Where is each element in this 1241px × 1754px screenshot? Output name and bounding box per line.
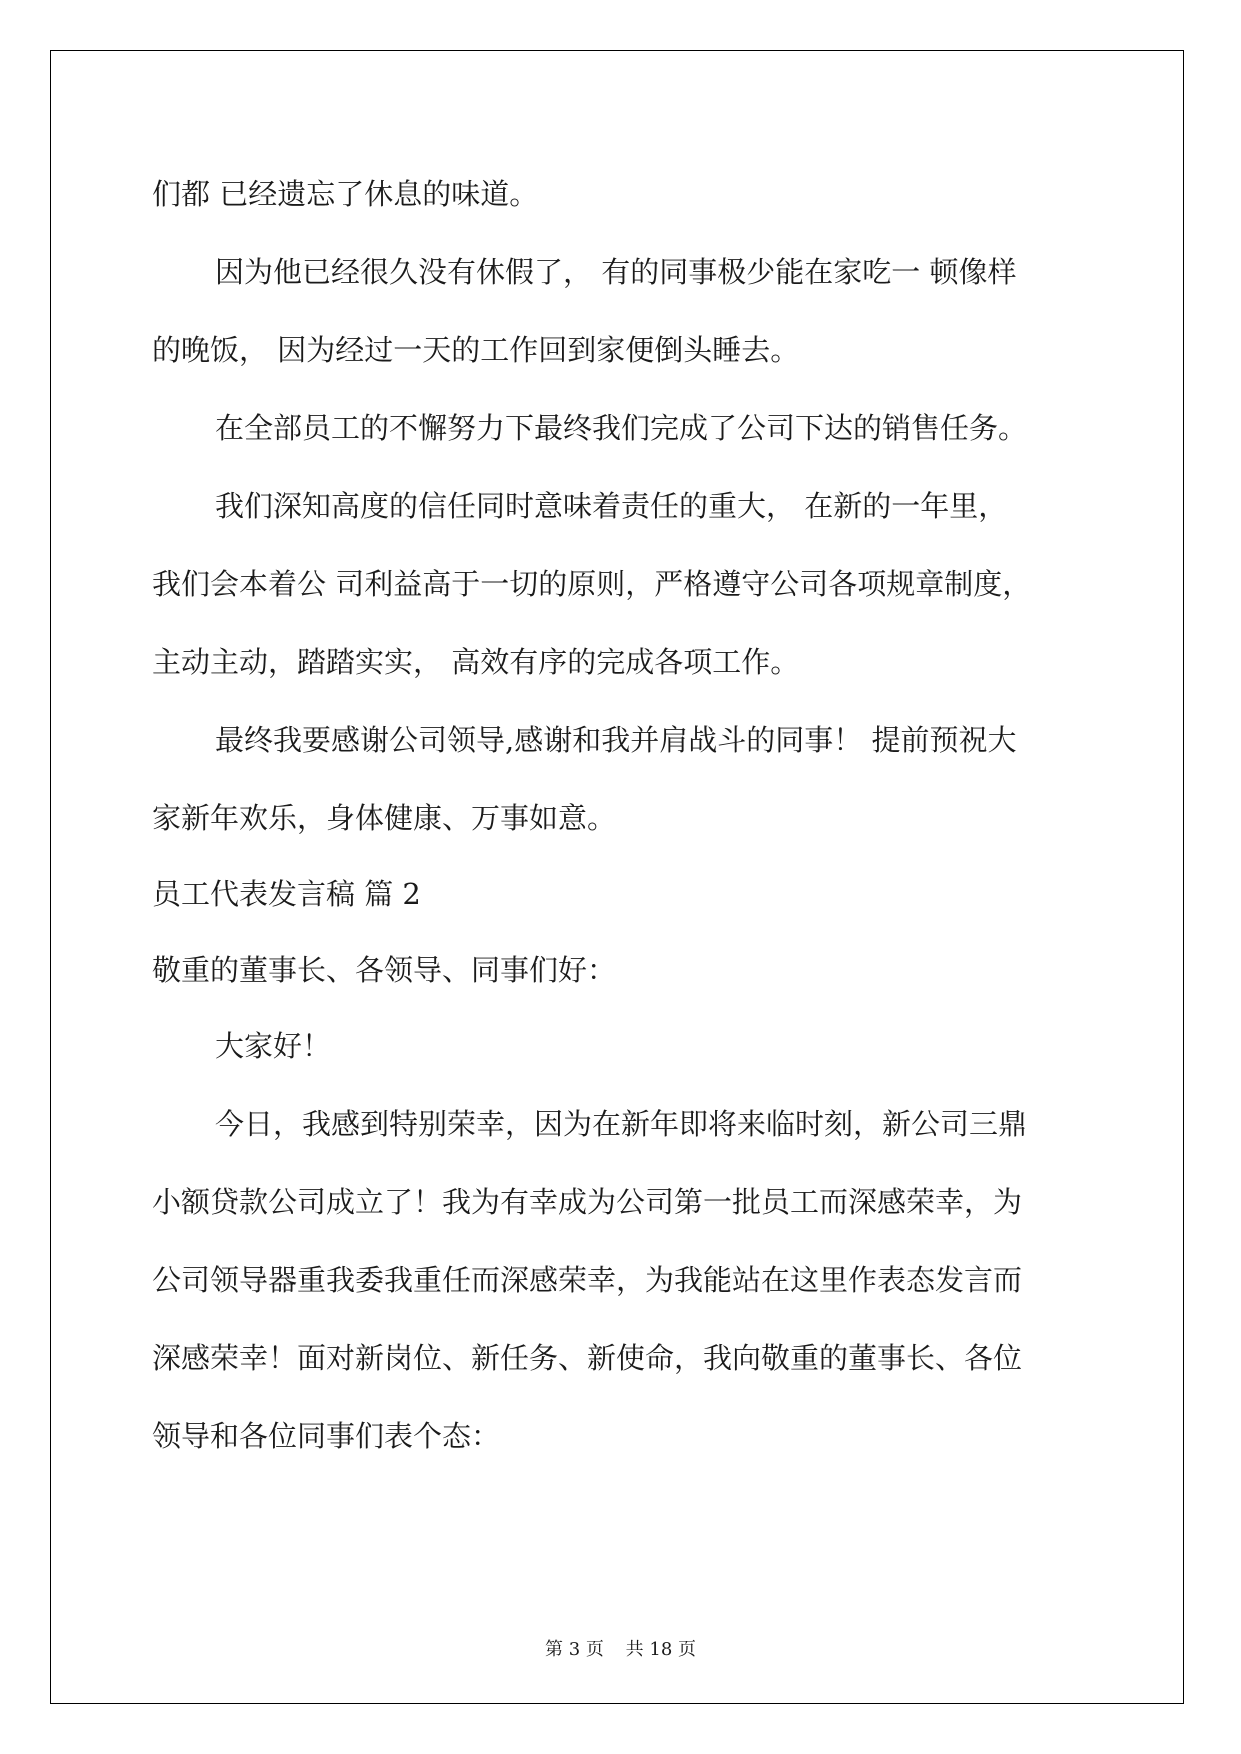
page-footer: [0, 1635, 1241, 1661]
paragraph-line: 的晚饭， 因为经过一天的工作回到家便倒头睡去。: [152, 333, 800, 367]
paragraph-line: 们都 已经遗忘了休息的味道。: [152, 177, 539, 211]
page-total: 共 18 页: [625, 1639, 696, 1660]
paragraph-line: 公司领导器重我委我重任而深感荣幸，为我能站在这里作表态发言而: [152, 1263, 1023, 1297]
page-number: 第 3 页: [545, 1639, 604, 1660]
greeting: 大家好！: [215, 1029, 332, 1063]
paragraph-line: 我们深知高度的信任同时意味着责任的重大， 在新的一年里，: [215, 489, 1008, 523]
paragraph-line: 今日，我感到特别荣幸，因为在新年即将来临时刻，新公司三鼎: [215, 1107, 1028, 1141]
paragraph-line: 小额贷款公司成立了！我为有幸成为公司第一批员工而深感荣幸，为: [152, 1185, 1023, 1219]
salutation: 敬重的董事长、各领导、同事们好：: [152, 953, 617, 987]
paragraph-line: 主动主动，踏踏实实， 高效有序的完成各项工作。: [152, 645, 800, 679]
paragraph-line: 我们会本着公 司利益高于一切的原则，严格遵守公司各项规章制度，: [152, 567, 1032, 601]
section-heading: 员工代表发言稿 篇 2: [152, 877, 421, 911]
paragraph-line: 领导和各位同事们表个态：: [152, 1419, 501, 1453]
paragraph-line: 深感荣幸！面对新岗位、新任务、新使命，我向敬重的董事长、各位: [152, 1341, 1023, 1375]
paragraph-line: 因为他已经很久没有休假了， 有的同事极少能在家吃一 顿像样: [215, 255, 1017, 289]
paragraph-line: 最终我要感谢公司领导,感谢和我并肩战斗的同事！ 提前预祝大: [215, 723, 1017, 757]
paragraph-line: 在全部员工的不懈努力下最终我们完成了公司下达的销售任务。: [215, 411, 1028, 445]
paragraph-line: 家新年欢乐，身体健康、万事如意。: [152, 801, 617, 835]
